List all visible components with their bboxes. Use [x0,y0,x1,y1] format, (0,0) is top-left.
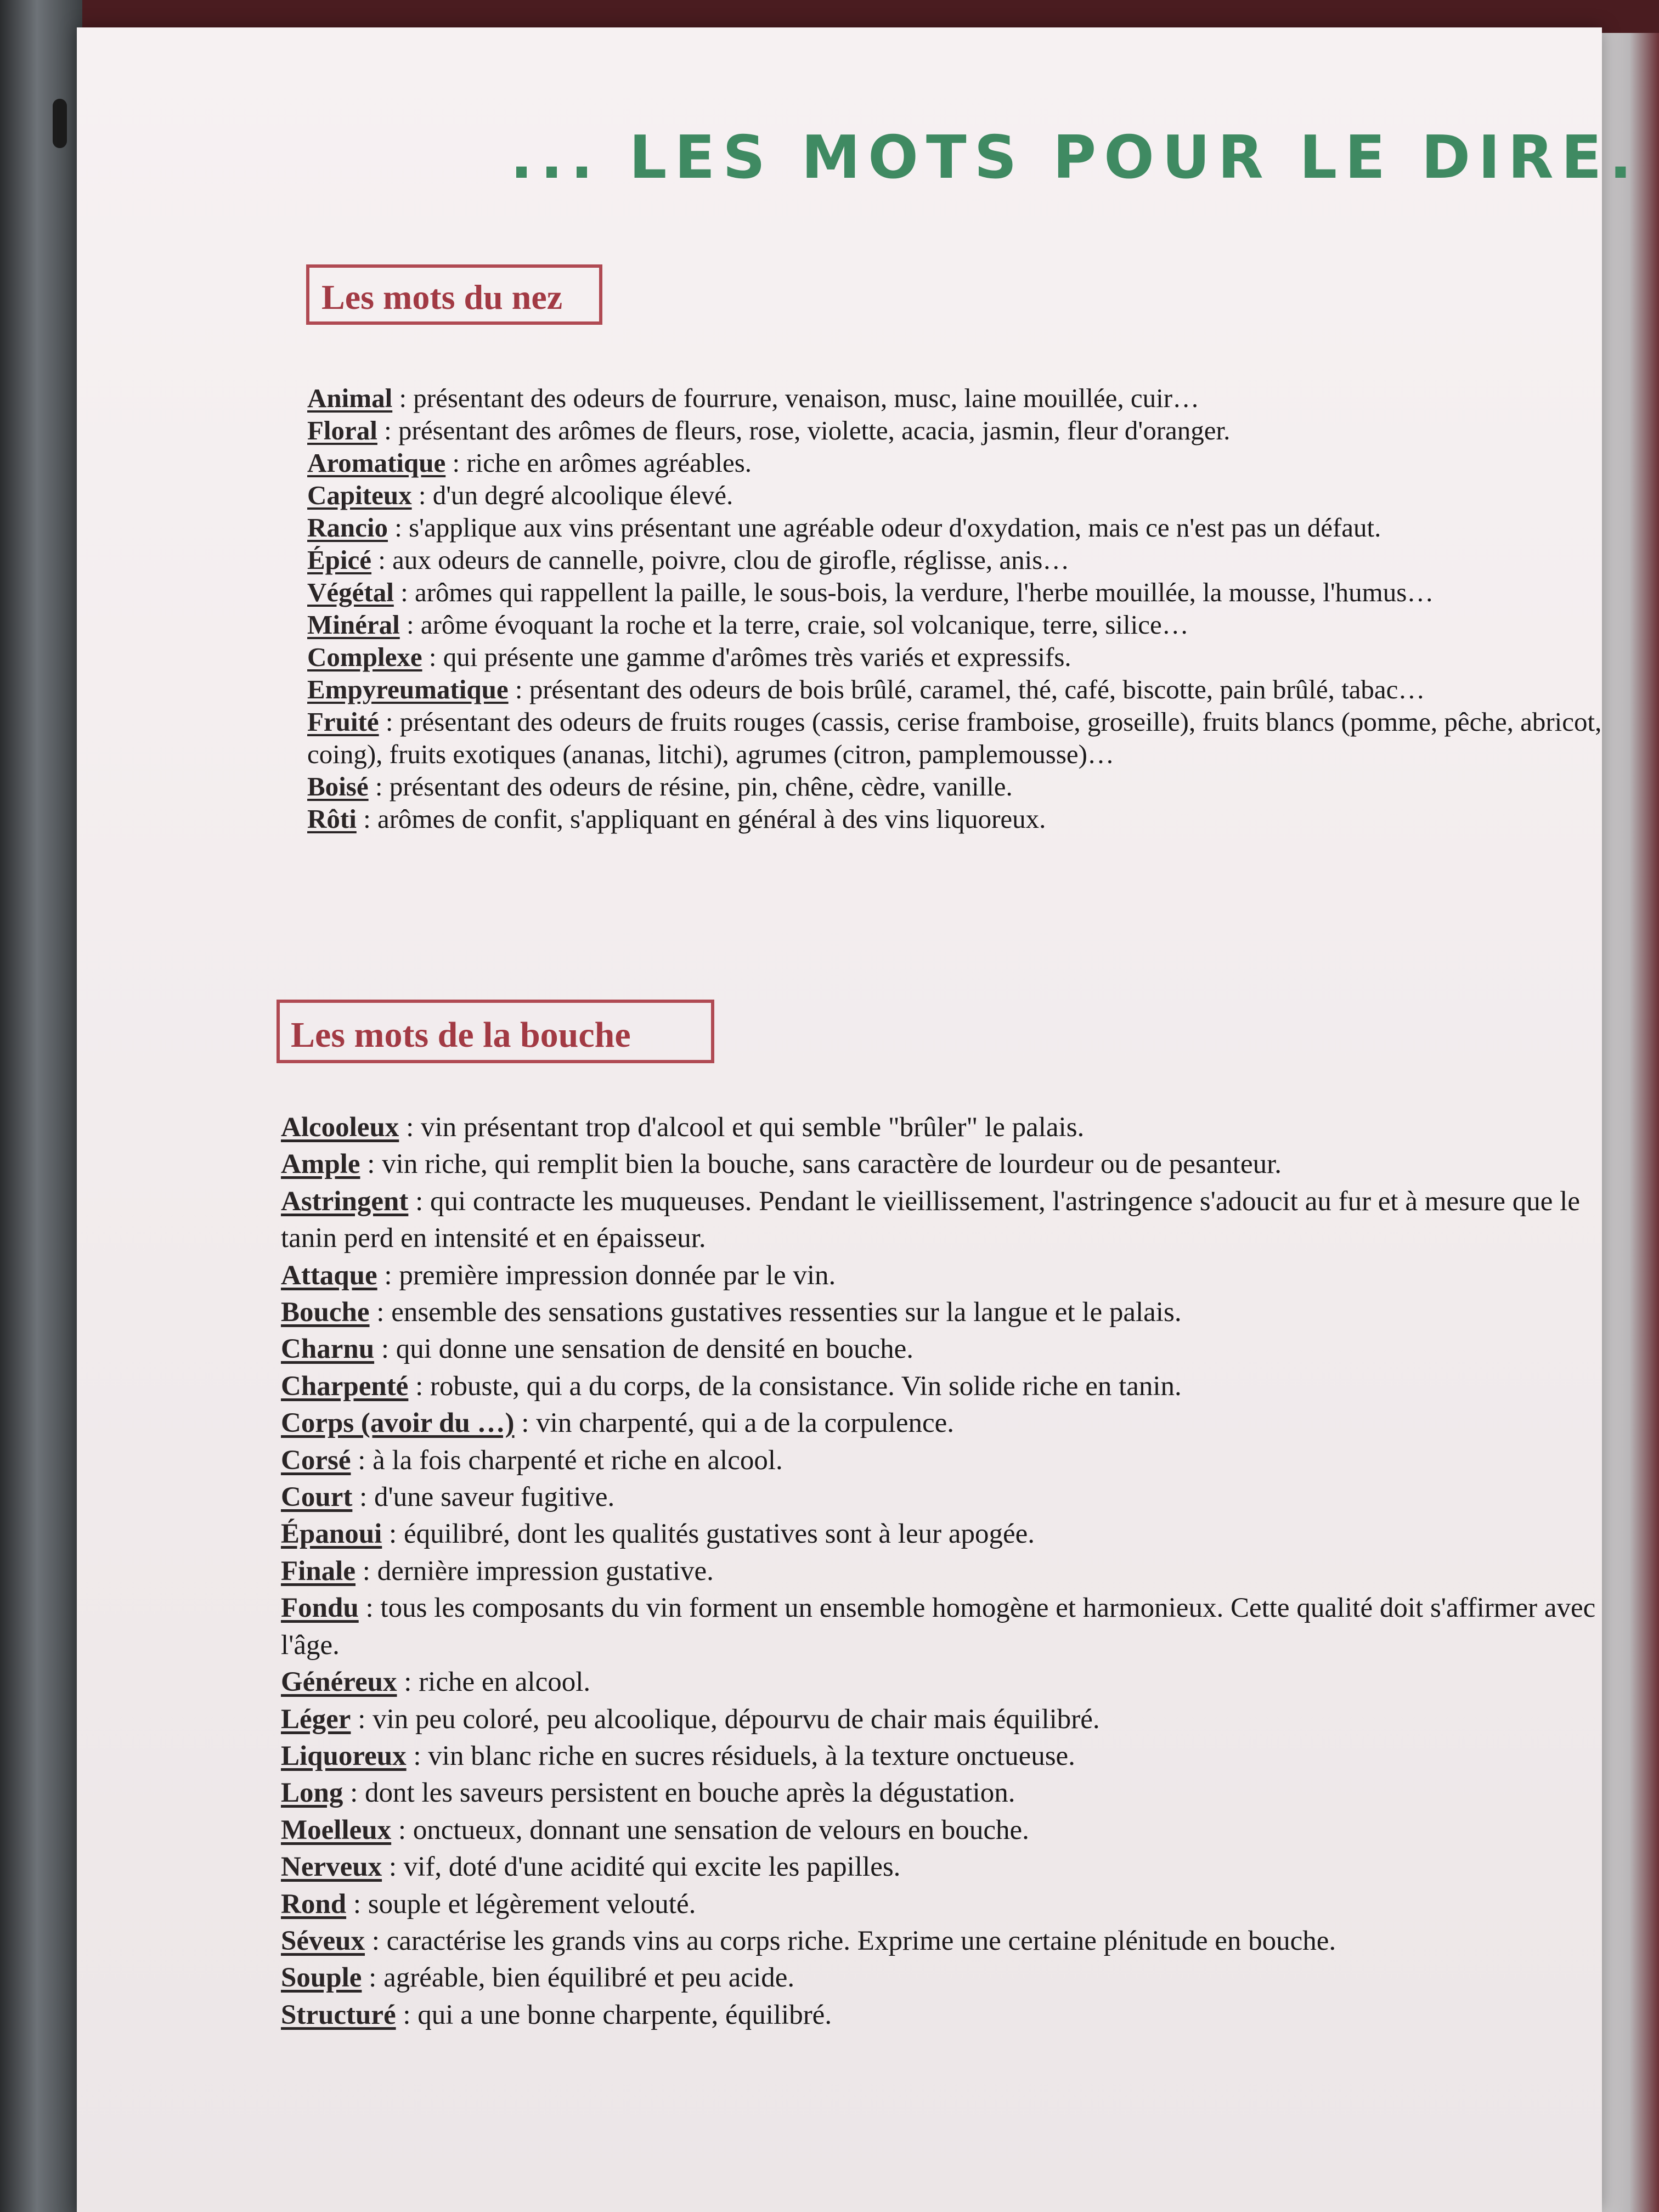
glossary-definition: : arômes qui rappellent la paille, le sous-bois, la verdure, l'herbe mouillée, la mousse, l'humus… [393,577,1434,607]
glossary-entry [307,673,1651,706]
glossary-definition: : aux odeurs de cannelle, poivre, clou de girofle, réglisse, anis… [371,545,1070,575]
glossary-term: Structuré [281,1999,396,2030]
glossary-entry [281,1368,1625,1405]
glossary-entry [307,544,1651,576]
glossary-entry [281,1590,1625,1664]
glossary-list-bouche [281,1109,1625,2034]
page-headline: ... LES MOTS POUR LE DIRE. [510,123,1640,192]
glossary-entry [281,1960,1625,1996]
glossary-entry [281,1294,1625,1331]
glossary-entry [281,1146,1625,1183]
glossary-term: Charnu [281,1334,375,1365]
glossary-definition: : riche en alcool. [397,1667,591,1698]
glossary-term: Fondu [281,1593,359,1624]
glossary-definition: : arômes de confit, s'appliquant en général à des vins liquoreux. [356,804,1046,834]
glossary-definition: : d'une saveur fugitive. [352,1482,615,1513]
glossary-definition: : présentant des arômes de fleurs, rose, violette, acacia, jasmin, fleur d'oranger. [377,415,1231,445]
glossary-term: Généreux [281,1667,397,1698]
glossary-term: Attaque [281,1260,377,1291]
glossary-definition: : qui contracte les muqueuses. Pendant le vieillissement, l'astringence s'adoucit au fur et à mesure que le tanin perd en intensité et en épaisseur. [281,1186,1580,1254]
binder-ring [53,99,67,148]
glossary-entry [281,1923,1625,1960]
glossary-definition: : souple et légèrement velouté. [346,1888,696,1920]
menu-page [77,27,1640,2212]
glossary-entry [281,1331,1625,1368]
glossary-entry [281,1886,1625,1923]
glossary-entry [281,1701,1625,1738]
glossary-definition: : vin charpenté, qui a de la corpulence. [514,1408,954,1439]
glossary-definition: : ensemble des sensations gustatives ressenties sur la langue et le palais. [369,1297,1182,1328]
glossary-entry [281,1479,1625,1516]
glossary-term: Moelleux [281,1814,392,1846]
glossary-term: Minéral [307,610,400,640]
glossary-definition: : vif, doté d'une acidité qui excite les papilles. [382,1852,901,1883]
glossary-definition: : caractérise les grands vins au corps riche. Exprime une certaine plénitude en bouche. [365,1925,1336,1956]
glossary-term: Léger [281,1703,351,1735]
glossary-definition: : vin peu coloré, peu alcoolique, dépourvu de chair mais équilibré. [351,1703,1100,1735]
glossary-term: Finale [281,1555,356,1587]
glossary-definition: : à la fois charpenté et riche en alcool. [351,1444,783,1476]
section-heading-nez: Les mots du nez [306,264,602,325]
glossary-term: Rancio [307,512,388,543]
glossary-entry [281,1405,1625,1442]
glossary-definition: : qui a une bonne charpente, équilibré. [396,1999,832,2030]
glossary-term: Épanoui [281,1519,382,1550]
glossary-definition: : vin présentant trop d'alcool et qui semble "brûler" le palais. [399,1112,1085,1143]
glossary-entry [281,1109,1625,1146]
glossary-term: Aromatique [307,448,446,478]
glossary-entry [281,1257,1625,1294]
glossary-term: Liquoreux [281,1740,407,1771]
glossary-term: Végétal [307,577,394,607]
glossary-term: Corsé [281,1444,351,1476]
glossary-term: Long [281,1778,343,1809]
glossary-entry [281,1775,1625,1812]
glossary-term: Charpenté [281,1370,409,1402]
glossary-definition: : équilibré, dont les qualités gustatives sont à leur apogée. [382,1519,1035,1550]
glossary-entry [307,479,1651,511]
glossary-term: Nerveux [281,1852,382,1883]
glossary-entry [307,770,1651,803]
glossary-entry [281,1664,1625,1701]
glossary-definition: : dernière impression gustative. [356,1555,714,1587]
glossary-term: Séveux [281,1925,365,1956]
binder-spine [0,0,82,2212]
glossary-entry [281,1516,1625,1553]
glossary-term: Bouche [281,1297,370,1328]
glossary-entry [281,1812,1625,1849]
glossary-entry [281,1442,1625,1479]
glossary-entry [307,706,1651,770]
glossary-entry [307,414,1651,447]
glossary-entry [307,511,1651,544]
glossary-definition: : présentant des odeurs de résine, pin, chêne, cèdre, vanille. [368,771,1013,802]
glossary-entry [281,1183,1625,1257]
glossary-term: Floral [307,415,377,445]
glossary-entry [281,1997,1625,2034]
glossary-entry [307,803,1651,835]
glossary-list-nez [307,382,1651,835]
glossary-entry [307,608,1651,641]
glossary-definition: : présentant des odeurs de fruits rouges (cassis, cerise framboise, groseille), fruits blancs (pomme, pêche, abricot, coing), fruits exotiques (ananas, litchi), agrumes (citron, pamplemousse)… [307,707,1602,769]
glossary-entry [281,1849,1625,1886]
glossary-definition: : présentant des odeurs de bois brûlé, caramel, thé, café, biscotte, pain brûlé, tabac… [508,674,1425,704]
glossary-term: Ample [281,1149,360,1180]
glossary-definition: : vin riche, qui remplit bien la bouche, sans caractère de lourdeur ou de pesanteur. [360,1149,1282,1180]
glossary-term: Rôti [307,804,357,834]
glossary-entry [307,641,1651,673]
glossary-term: Empyreumatique [307,674,509,704]
glossary-term: Épicé [307,545,372,575]
glossary-definition: : qui donne une sensation de densité en bouche. [374,1334,913,1365]
glossary-term: Boisé [307,771,369,802]
glossary-definition: : présentant des odeurs de fourrure, venaison, musc, laine mouillée, cuir… [392,383,1200,413]
glossary-term: Corps (avoir du …) [281,1408,515,1439]
glossary-term: Animal [307,383,393,413]
glossary-definition: : vin blanc riche en sucres résiduels, à la texture onctueuse. [406,1740,1075,1771]
glossary-definition: : d'un degré alcoolique élevé. [411,480,733,510]
glossary-definition: : qui présente une gamme d'arômes très variés et expressifs. [422,642,1071,672]
glossary-entry [281,1553,1625,1590]
glossary-definition: : s'applique aux vins présentant une agréable odeur d'oxydation, mais ce n'est pas un défaut. [388,512,1381,543]
glossary-term: Fruité [307,707,379,737]
glossary-entry [307,447,1651,479]
glossary-definition: : arôme évoquant la roche et la terre, craie, sol volcanique, terre, silice… [399,610,1189,640]
glossary-definition: : première impression donnée par le vin. [377,1260,836,1291]
glossary-entry [307,576,1651,608]
glossary-term: Alcooleux [281,1112,399,1143]
glossary-definition: : dont les saveurs persistent en bouche après la dégustation. [343,1778,1015,1809]
section-heading-bouche: Les mots de la bouche [276,1000,714,1063]
glossary-definition: : riche en arômes agréables. [445,448,752,478]
glossary-term: Rond [281,1888,347,1920]
glossary-entry [281,1738,1625,1775]
glossary-definition: : onctueux, donnant une sensation de velours en bouche. [391,1814,1029,1846]
glossary-term: Court [281,1482,353,1513]
glossary-entry [307,382,1651,414]
glossary-definition: : robuste, qui a du corps, de la consistance. Vin solide riche en tanin. [408,1370,1182,1402]
glossary-term: Capiteux [307,480,412,510]
glossary-term: Souple [281,1962,362,1994]
glossary-definition: : tous les composants du vin forment un ensemble homogène et harmonieux. Cette qualité doit s'affirmer avec l'âge. [281,1593,1596,1661]
glossary-term: Complexe [307,642,422,672]
glossary-term: Astringent [281,1186,409,1217]
glossary-definition: : agréable, bien équilibré et peu acide. [362,1962,795,1994]
